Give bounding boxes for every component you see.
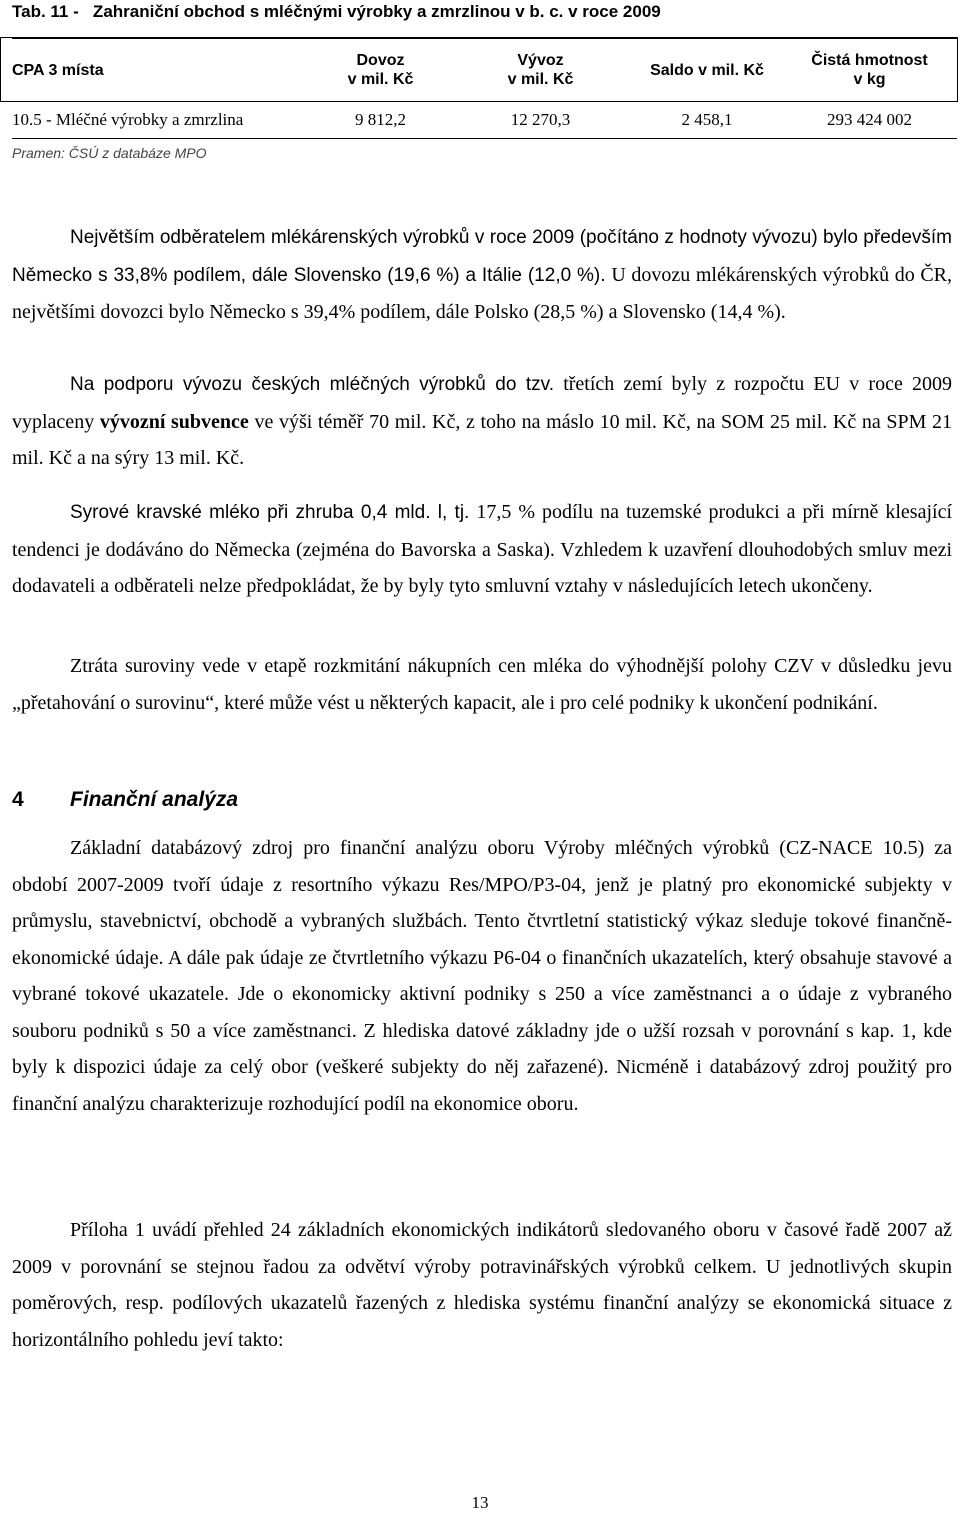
paragraph-export-subsidies xyxy=(12,366,952,477)
text-raw-milk-germany: 17,5 % podílu na tuzemské produkci a při mírně klesající tendenci je dodáváno do Německa (zejména do Bavorska a Saska). Vzhledem k uzavření dlouhodobých smluv mezi dodavateli a odběrateli nelze předpokládat, že by byly tyto smluvní vztahy v následujících letech ukončeny. xyxy=(12,501,953,597)
text-raw-milk-volume: Syrové kravské mléko při zhruba 0,4 mld. l, tj. xyxy=(70,502,470,523)
text-subsidies-bold: vývozní subvence xyxy=(99,410,249,433)
section-number: 4 xyxy=(12,788,24,811)
section-heading xyxy=(12,788,238,812)
table-source: Pramen: ČSÚ z databáze MPO xyxy=(12,145,207,161)
paragraph-raw-milk xyxy=(12,494,952,605)
table-row xyxy=(12,102,957,139)
cell-export: 12 270,3 xyxy=(449,102,632,139)
table-header-row xyxy=(12,39,957,102)
paragraph-export-partners xyxy=(12,220,952,332)
header-cpa: CPA 3 místa xyxy=(12,39,312,102)
header-import: Dovoz v mil. Kč xyxy=(312,39,449,102)
table-caption: Tab. 11 - Zahraniční obchod s mléčnými výrobky a zmrzlinou v b. c. v roce 2009 xyxy=(12,2,661,21)
cell-cpa: 10.5 - Mléčné výrobky a zmrzlina xyxy=(12,102,312,139)
trade-table xyxy=(12,38,957,139)
text-subsidies-budget: třetích zemí byly z rozpočtu EU v roce 2009 vyplaceny xyxy=(12,373,953,433)
cell-balance: 2 458,1 xyxy=(632,102,782,139)
cell-import: 9 812,2 xyxy=(312,102,449,139)
text-subsidies-intro: Na podporu vývozu českých mléčných výrobků do tzv. xyxy=(70,374,555,395)
text-import-partners: U dovozu mlékárenských výrobků do ČR, největšími dovozci bylo Německo s 39,4% podílem, dále Polsko (28,5 %) a Slovensko (14,4 %). xyxy=(12,263,952,323)
header-balance: Saldo v mil. Kč xyxy=(632,39,782,102)
cell-weight: 293 424 002 xyxy=(782,102,957,139)
text-export-partners: Největším odběratelem mlékárenských výrobků v roce 2009 (počítáno z hodnoty vývozu) bylo především Německo s 33,8% podílem, dále Slovensko (19,6 %) a Itálie (12,0 %). xyxy=(12,227,952,286)
paragraph-data-source: Základní databázový zdroj pro finanční analýzu oboru Výroby mléčných výrobků (CZ-NACE 10.5) za období 2007-2009 tvoří údaje z resortního výkazu Res/MPO/P3-04, jenž je platný pro ekonomické subjekty v průmyslu, stavebnictví, obchodě a vybraných službách. Tento čtvrtletní statistický výkaz sleduje tokové finančně-ekonomické údaje. A dále pak údaje ze čtvrtletního výkazu P6-04 o finančních ukazatelích, který obsahuje stavové a vybrané tokové ukazatele. Jde o ekonomicky aktivní podniky s 250 a více zaměstnanci a o údaje z vybraného souboru podniků s 50 a více zaměstnanci. Z hlediska datové základny jde o užší rozsah v porovnání s kap. 1, kde byly k dispozici údaje za celý obor (veškeré subjekty do něj zařazené). Nicméně i databázový zdroj použitý pro finanční analýzu charakterizuje rozhodující podíl na ekonomice oboru. xyxy=(12,837,952,1115)
header-export: Vývoz v mil. Kč xyxy=(449,39,632,102)
section-title: Finanční analýza xyxy=(70,788,239,811)
header-weight: Čistá hmotnost v kg xyxy=(782,39,957,102)
page-number: 13 xyxy=(471,1493,489,1512)
paragraph-appendix: Příloha 1 uvádí přehled 24 základních ekonomických indikátorů sledovaného oboru v časové řadě 2007 až 2009 v porovnání se stejnou řadou za odvětví výroby potravinářských výrobků celkem. U jednotlivých skupin poměrových, resp. podílových ukazatelů řazených z hlediska systému finanční analýzy se ekonomická situace z horizontálního pohledu jeví takto: xyxy=(12,1219,952,1351)
paragraph-raw-material-loss: Ztráta suroviny vede v etapě rozkmitání nákupních cen mléka do výhodnější polohy CZV v důsledku jevu „přetahování o surovinu“, které může vést u některých kapacit, ale i pro celé podniky k ukončení podnikání. xyxy=(12,655,952,714)
text-subsidies-amounts: ve výši téměř 70 mil. Kč, z toho na máslo 10 mil. Kč, na SOM 25 mil. Kč na SPM 21 mil. Kč a na sýry 13 mil. Kč. xyxy=(12,410,953,469)
